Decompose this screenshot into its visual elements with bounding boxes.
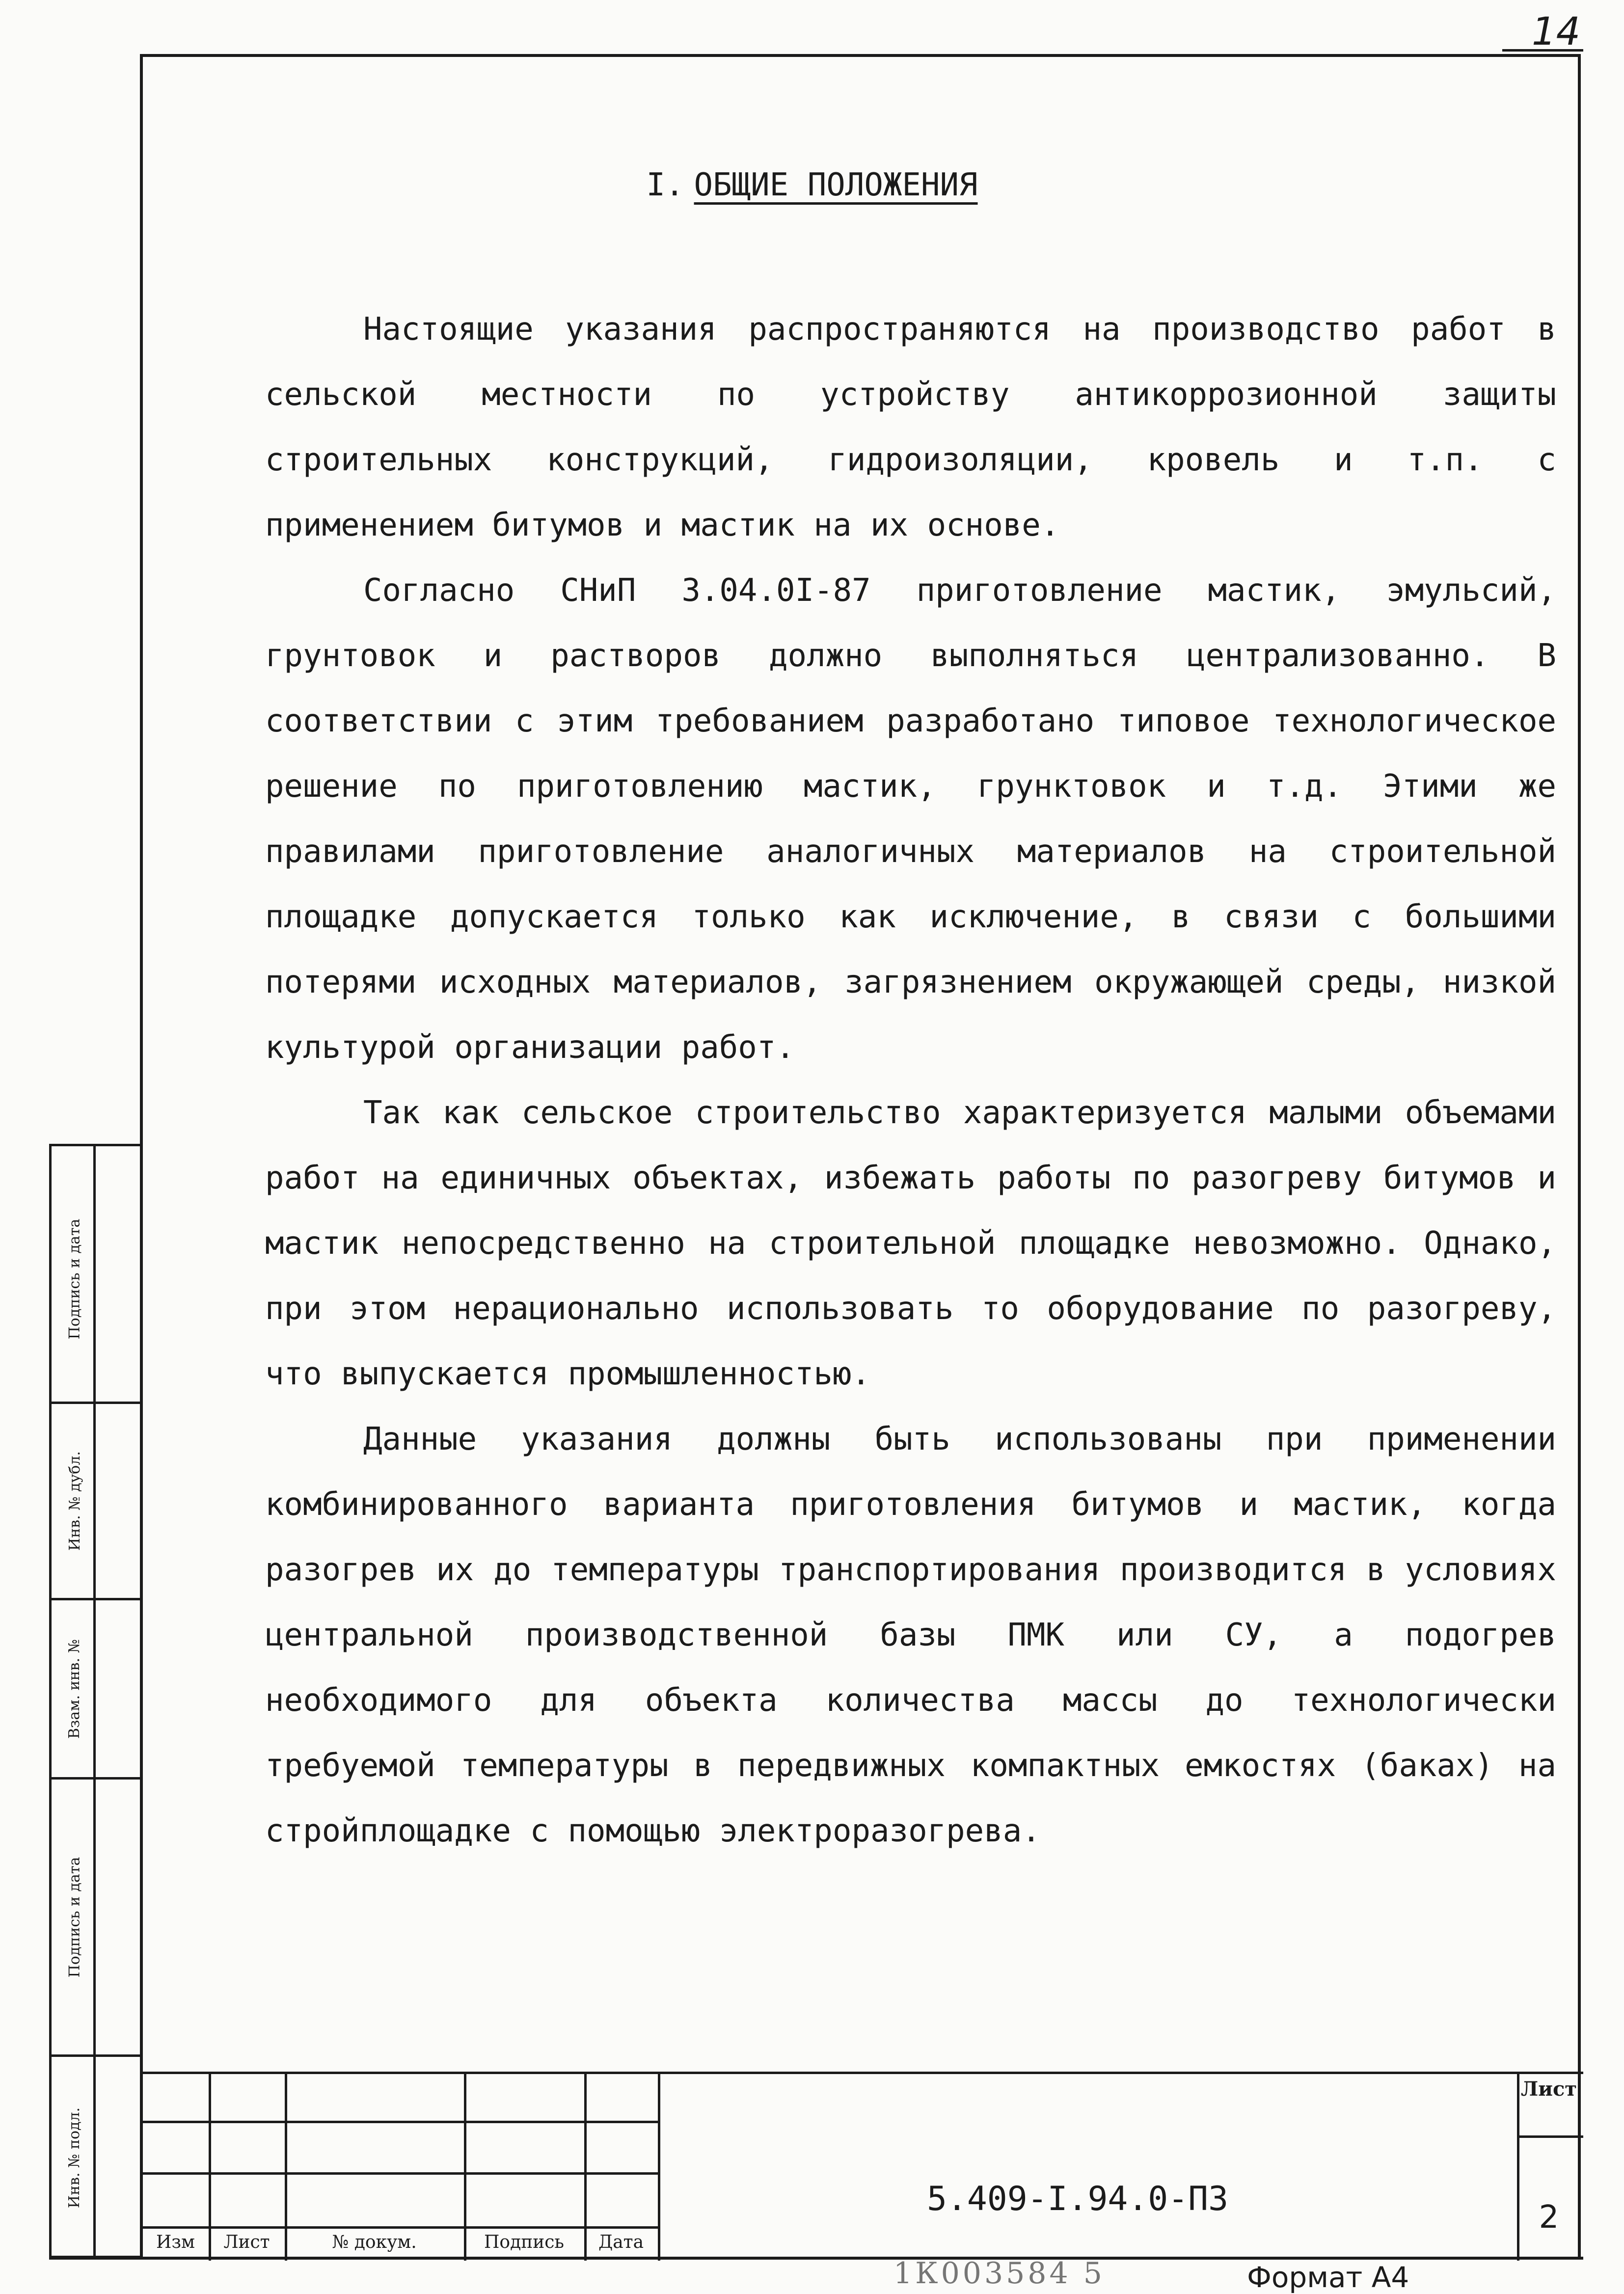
section-title-text: ОБЩИЕ ПОЛОЖЕНИЯ xyxy=(694,167,978,203)
section-title xyxy=(0,167,1624,203)
sheet-number: 2 xyxy=(1539,2199,1559,2236)
page-number-underline xyxy=(1502,49,1583,52)
side-label-inv-orig: Инв. № подл. xyxy=(66,2107,83,2208)
side-label-signature-date-2: Подпись и дата xyxy=(66,1857,83,1977)
paragraph: Так как сельское строительство характеризуется малыми объемами работ на единичных объектах, избежать работы по разогреву битумов и мастик непосредственно на строительной площадке невозможно. Однако, при этом нерационально использовать то оборудование по разогреву, что выпускается промышленностью. xyxy=(265,1095,1556,1392)
side-label-signature-date-1: Подпись и дата xyxy=(66,1218,83,1339)
sheet-label: Лист xyxy=(1520,2078,1577,2101)
column-label-change: Изм xyxy=(156,2232,195,2252)
side-stamp-strip xyxy=(49,1144,142,2258)
column-label-doc-number: № докум. xyxy=(332,2232,417,2252)
page-number-handwritten: 14 xyxy=(1532,10,1581,54)
column-label-signature: Подпись xyxy=(484,2232,564,2252)
paragraph: Настоящие указания распространяются на производство работ в сельской местности по устройству антикоррозионной защиты строительных конструкций, гидроизоляции, кровель и т.п. с применением битумов и мастик на их основе. xyxy=(265,311,1556,543)
section-number: I. xyxy=(646,167,684,203)
title-block xyxy=(142,2072,1583,2261)
column-label-sheet: Лист xyxy=(223,2232,270,2252)
title-block-row-line xyxy=(142,2172,658,2175)
paragraph: Данные указания должны быть использованы при применении комбинированного варианта приготовления битумов и мастик, когда разогрев их до температуры транспортирования производится в условиях центральной производственной базы ПМК или СУ, а подогрев необходимого для объекта количества массы до технологически требуемой температуры в передвижных компактных емкостях (баках) на стройплощадке с помощью электроразогрева. xyxy=(265,1421,1556,1849)
archive-stamp: 1К003584 5 xyxy=(893,2256,1105,2291)
format-label: Формат А4 xyxy=(1247,2261,1409,2294)
column-label-date: Дата xyxy=(598,2232,644,2252)
title-block-divider xyxy=(658,2074,660,2261)
side-label-inv-dupl: Инв. № дубл. xyxy=(66,1451,83,1551)
side-label-replace-inv: Взам. инв. № xyxy=(66,1639,83,1739)
paragraph: Согласно СНиП 3.04.0I-87 приготовление мастик, эмульсий, грунтовок и растворов должно выполняться централизованно. В соответствии с этим требованием разработано типовое технологическое решение по приготовлению мастик, грунктовок и т.д. Этими же правилами приготовление аналогичных материалов на строительной площадке допускается только как исключение, в связи с большими потерями исходных материалов, загрязнением окружающей среды, низкой культурой организации работ. xyxy=(265,572,1556,1066)
title-block-row-line xyxy=(142,2121,658,2123)
body-text xyxy=(265,297,1556,1864)
title-block-row-line xyxy=(142,2226,658,2229)
document-code: 5.409-I.94.0-ПЗ xyxy=(926,2180,1229,2218)
title-block-row-line xyxy=(1517,2135,1583,2138)
